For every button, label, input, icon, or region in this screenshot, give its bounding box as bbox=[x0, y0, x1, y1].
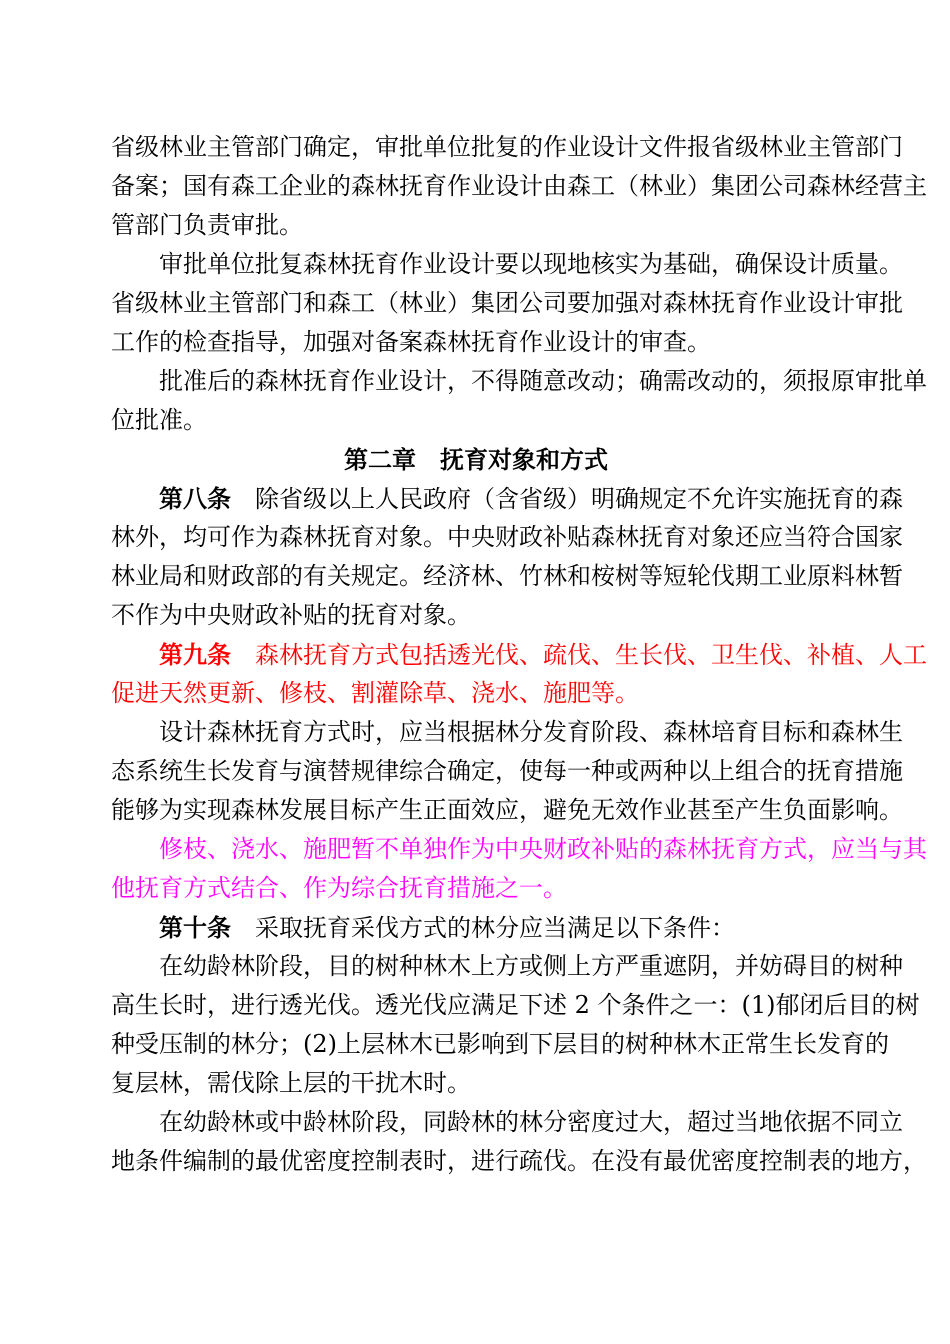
paragraph-line: 促进天然更新、修枝、割灌除草、浇水、施肥等。 bbox=[111, 679, 639, 707]
paragraph-line: 设计森林抚育方式时，应当根据林分发育阶段、森林培育目标和森林生 bbox=[159, 718, 903, 746]
paragraph-line: 态系统生长发育与演替规律综合确定，使每一种或两种以上组合的抚育措施 bbox=[111, 757, 903, 785]
article-8-line bbox=[111, 479, 903, 518]
article-10-text: 采取抚育采伐方式的林分应当满足以下条件： bbox=[255, 914, 735, 942]
paragraph-line: 审批单位批复森林抚育作业设计要以现地核实为基础，确保设计质量。 bbox=[159, 250, 903, 278]
paragraph-line: 高生长时，进行透光伐。透光伐应满足下述 2 个条件之一：(1)郁闭后目的树 bbox=[111, 991, 920, 1019]
paragraph-line: 位批准。 bbox=[111, 406, 207, 434]
paragraph-line: 备案；国有森工企业的森林抚育作业设计由森工（林业）集团公司森林经营主 bbox=[111, 172, 927, 200]
chapter-heading: 第二章 抚育对象和方式 bbox=[344, 445, 608, 474]
paragraph-line: 修枝、浇水、施肥暂不单独作为中央财政补贴的森林抚育方式，应当与其 bbox=[159, 835, 927, 863]
paragraph-line: 复层林，需伐除上层的干扰木时。 bbox=[111, 1069, 471, 1097]
paragraph-line: 不作为中央财政补贴的抚育对象。 bbox=[111, 601, 471, 629]
paragraph-line: 管部门负责审批。 bbox=[111, 211, 303, 239]
paragraph-line: 能够为实现森林发展目标产生正面效应，避免无效作业甚至产生负面影响。 bbox=[111, 796, 903, 824]
article-9-text: 森林抚育方式包括透光伐、疏伐、生长伐、卫生伐、补植、人工 bbox=[255, 641, 927, 669]
paragraph-line: 在幼龄林阶段，目的树种林木上方或侧上方严重遮阴，并妨碍目的树种 bbox=[159, 952, 903, 980]
paragraph-line: 批准后的森林抚育作业设计，不得随意改动；确需改动的，须报原审批单 bbox=[159, 367, 927, 395]
paragraph-line: 他抚育方式结合、作为综合抚育措施之一。 bbox=[111, 874, 567, 902]
paragraph-line: 林外，均可作为森林抚育对象。中央财政补贴森林抚育对象还应当符合国家 bbox=[111, 523, 903, 551]
paragraph-line: 地条件编制的最优密度控制表时，进行疏伐。在没有最优密度控制表的地方， bbox=[111, 1147, 927, 1175]
article-8-label: 第八条 bbox=[159, 484, 231, 513]
article-9-line bbox=[111, 635, 927, 674]
paragraph-line: 在幼龄林或中龄林阶段，同龄林的林分密度过大，超过当地依据不同立 bbox=[159, 1108, 903, 1136]
paragraph-line: 工作的检查指导，加强对备案森林抚育作业设计的审查。 bbox=[111, 328, 711, 356]
article-10-line bbox=[111, 908, 841, 947]
article-9-label: 第九条 bbox=[159, 640, 231, 669]
document-page bbox=[111, 128, 927, 1181]
paragraph-line: 种受压制的林分；(2)上层林木已影响到下层目的树种林木正常生长发育的 bbox=[111, 1030, 889, 1058]
paragraph-line: 省级林业主管部门确定，审批单位批复的作业设计文件报省级林业主管部门 bbox=[111, 133, 903, 161]
paragraph-line: 省级林业主管部门和森工（林业）集团公司要加强对森林抚育作业设计审批 bbox=[111, 289, 903, 317]
article-10-label: 第十条 bbox=[159, 913, 231, 942]
paragraph-line: 林业局和财政部的有关规定。经济林、竹林和桉树等短轮伐期工业原料林暂 bbox=[111, 562, 903, 590]
article-8-text: 除省级以上人民政府（含省级）明确规定不允许实施抚育的森 bbox=[255, 485, 903, 513]
